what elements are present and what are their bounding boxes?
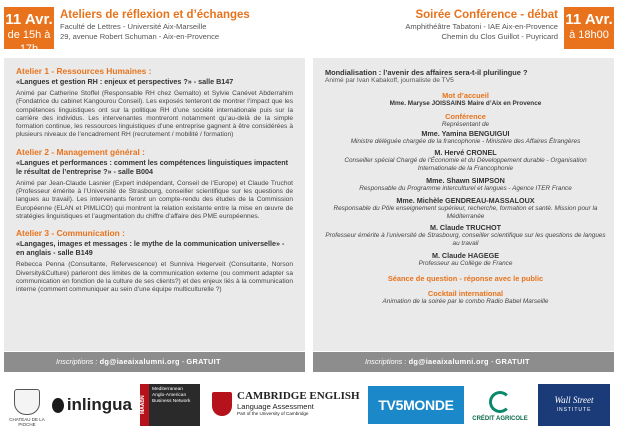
pioche-logo-text: CHATEAU DE LA PIOCHE [9, 417, 45, 427]
inlingua-logo-text: inlingua [66, 395, 132, 414]
welcome-speaker: Mme. Maryse JOISSAINS Maire d’Aix en Provence [389, 100, 542, 107]
workshops-registration-bar: Inscriptions : dg@iaeaixalumni.org - GRATUIT [4, 352, 305, 372]
conference-venue [405, 8, 558, 42]
speaker-role: Professeur émérite à l’université de Strasbourg, conseiller scientifique sur les questions de langues au travail [325, 232, 606, 248]
atelier-2 [16, 147, 293, 221]
maabn-bar: MAABN [140, 384, 149, 426]
registration-label: Inscriptions : [365, 357, 407, 366]
registration-email[interactable]: dg@iaeaixalumni.org [99, 357, 180, 366]
workshops-venue-line1: Faculté de Lettres - Université Aix-Marseille [60, 22, 207, 31]
qa-heading: Séance de question - réponse avec le public [387, 273, 544, 283]
conference-registration-bar: Inscriptions : dg@iaeaixalumni.org - GRATUIT [313, 352, 614, 372]
atelier-description: Rebecca Penna (Consultante, Refervescence) et Sunniva Hegerveit (Consultante, Norson Diversity&Culture) parleront des limites de la communication externe (ou comment adapter sa communication en fonction de la culture de ses clients?) et des enjeux liés à la communication interne (comment communiquer au sein d’une équipe multiculturelle ?) [16, 261, 293, 294]
conference-venue-line2: Chemin du Clos Guillot - Puyricard [441, 32, 558, 41]
maabn-logo [140, 384, 200, 426]
conference-date-box [564, 7, 614, 49]
ws-logo-line1: Wall Street [554, 395, 594, 405]
crest-icon [14, 389, 40, 415]
workshops-venue [60, 8, 250, 42]
atelier-1 [16, 66, 293, 140]
registration-price: GRATUIT [186, 357, 221, 366]
atelier-heading: Atelier 3 - Communication : [16, 228, 125, 239]
workshops-date: 11 Avr. [5, 11, 53, 28]
welcome-heading: Mot d’accueil [442, 91, 489, 100]
speaker-role: Responsable du Pôle enseignement supérieur, recherche, formation et santé. Mission pour la Méditerranée [333, 204, 598, 220]
cambridge-english-logo [212, 386, 362, 422]
workshops-venue-line2: 29, avenue Robert Schuman - Aix-en-Provence [60, 32, 220, 41]
conference-venue-line1: Amphithéâtre Tabatoni - IAE Aix-en-Provence [405, 22, 558, 31]
conference-time: à 18h00 [569, 29, 609, 41]
conference-header [313, 0, 614, 58]
ca-mark-icon [489, 391, 511, 413]
conference-column [313, 0, 614, 375]
workshops-panel [4, 58, 305, 351]
conference-panel [313, 58, 614, 351]
speaker [325, 196, 606, 221]
conference-date: 11 Avr. [565, 11, 613, 28]
speaker-role: Responsable du Programme interculturel et langues - Agence ITER France [359, 184, 572, 192]
workshops-date-box [4, 7, 54, 55]
ws-logo-line2: INSTITUTE [556, 407, 592, 413]
speaker-role: Ministre déléguée chargée de la francophonie - Ministère des Affaires Étrangères [350, 137, 581, 145]
atelier-description: Animé par Catherine Stoffel (Responsable RH chez Gemalto) et Sylvie Canévet Abderrahim (Fondatrice du cabinet Kangourou Conseil). Les exposés tenteront de montrer l’impact que les compétences linguistiques ont sur la politique RH d’une société internationale puis sur la carrière des individus. Les intervenantes montreront notamment qu’au-delà de la simple formation continue, les ressources linguistiques d’une entreprise gagnent à être considérées à plusieurs niveaux de l’encadrement RH (recrutement / mobilité / formation) [16, 90, 293, 139]
workshops-title: Ateliers de réflexion et d’échanges [60, 9, 250, 21]
speaker-name: Mme. Michèle GENDREAU-MASSALOUX [396, 195, 535, 205]
atelier-question: «Langues et gestion RH : enjeux et perspectives ?» - salle B147 [16, 77, 234, 86]
conference-title: Soirée Conférence - débat [415, 9, 558, 21]
workshops-time: de 15h à 17h [7, 29, 51, 55]
registration-email[interactable]: dg@iaeaixalumni.org [408, 357, 489, 366]
inlingua-logo [52, 388, 132, 422]
atelier-question: «Langues et performances : comment les compétences linguistiques impactent le résultat de l’entreprise ?» - salle B004 [16, 157, 289, 176]
shield-icon [212, 392, 232, 416]
atelier-heading: Atelier 2 - Management général : [16, 146, 145, 157]
conference-heading: Conférence [445, 111, 486, 121]
atelier-3 [16, 228, 293, 294]
speaker [325, 148, 606, 173]
speaker [325, 176, 606, 193]
wall-street-institute-logo [538, 384, 610, 426]
workshops-column [4, 0, 305, 375]
atelier-heading: Atelier 1 - Ressources Humaines : [16, 66, 152, 76]
atelier-question: «Langages, images et messages : le mythe de la communication universelle» - en anglais - salle B149 [16, 239, 285, 258]
credit-agricole-logo [470, 382, 530, 430]
atelier-description: Animé par Jean-Claude Lasnier (Expert indépendant, Conseil de l’Europe) et Claude Truchot (Professeur émérite à l’Université de Strasbourg, conseiller scientifique sur les questions de langues au travail). Les intervenants feront un compte-rendu des études de la Commission Européenne (ELAN et PIMLICO) qui montrent la relation existante entre la mise en œuvre de stratégies linguistiques et l’augmentation du chiffre d’affaire des PME européennes. [16, 179, 293, 220]
tv5monde-logo: TV5MONDE [368, 386, 464, 424]
conference-topic: Mondialisation : l’avenir des affaires sera-t-il plurilingue ? [325, 68, 528, 77]
cambridge-logo-line2: Language Assessment [237, 402, 314, 411]
speaker-role: Conseiller spécial Chargé de l’Économie et du Développement durable - Organisation Internationale de la Francophonie [344, 157, 587, 173]
cambridge-logo-line3: Part of the University of Cambridge [237, 411, 309, 416]
speaker-role: Professeur au Collège de France [418, 259, 513, 267]
registration-label: Inscriptions : [56, 357, 98, 366]
workshops-header [4, 0, 305, 58]
registration-price: GRATUIT [495, 357, 530, 366]
speaker-name: M. Claude HAGEGE [431, 250, 500, 260]
speaker-name: Mme. Shawn SIMPSON [426, 175, 505, 185]
speaker [325, 223, 606, 248]
cocktail-heading: Cocktail international [427, 288, 504, 298]
sponsor-logos [0, 378, 620, 438]
speaker-name: M. Hervé CRONEL [434, 148, 497, 158]
speaker-name: Mme. Yamina BENGUIGUI [421, 128, 510, 138]
conference-moderator: Animé par Ivan Kabakoff, journaliste de TV5 [325, 77, 454, 84]
cocktail-text: Animation de la soirée par le combo Radio Babel Marseille [382, 297, 549, 305]
speaker [325, 121, 606, 146]
speaker [325, 251, 606, 268]
speaker-prefix: Représentant de [441, 120, 490, 128]
speaker-name: M. Claude TRUCHOT [429, 223, 502, 233]
chateau-la-pioche-logo [8, 384, 46, 432]
cambridge-logo-line1: CAMBRIDGE ENGLISH [237, 390, 360, 402]
circle-icon [52, 398, 64, 413]
maabn-logo-text: Mediterranean Anglo-American Business Network [152, 387, 191, 404]
ca-logo-text: CRÉDIT AGRICOLE [472, 415, 528, 422]
